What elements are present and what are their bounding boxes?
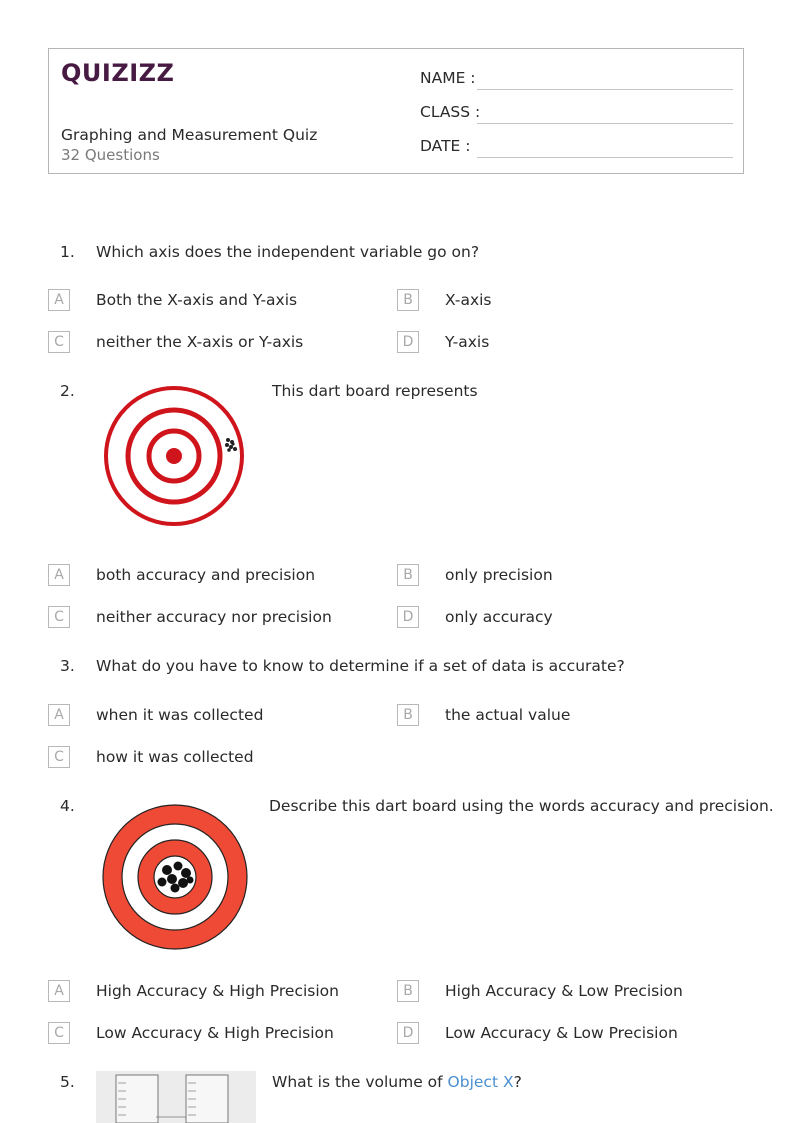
option-letter[interactable]: A [48,704,70,726]
option-letter[interactable]: A [48,980,70,1002]
option-letter[interactable]: B [397,289,419,311]
question-text-end: ? [513,1073,522,1091]
question-text: This dart board represents [272,382,478,400]
option-text[interactable]: Low Accuracy & High Precision [96,1024,334,1042]
option-letter[interactable]: D [397,1022,419,1044]
option-text[interactable]: Y-axis [445,333,490,351]
worksheet-header [48,48,744,174]
dartboard-image-accuracy-precision [100,802,250,952]
class-field[interactable] [477,123,733,124]
option-text[interactable]: only precision [445,566,553,584]
option-text[interactable]: only accuracy [445,608,553,626]
question-text-start: What is the volume of [272,1073,448,1091]
option-text[interactable]: Both the X-axis and Y-axis [96,291,298,309]
option-letter[interactable]: C [48,606,70,628]
question-text: Describe this dart board using the words accuracy and precision. [269,797,774,815]
question-number: 4. [60,797,75,815]
date-field[interactable] [477,157,733,158]
option-letter[interactable]: D [397,606,419,628]
option-text[interactable]: X-axis [445,291,492,309]
graduated-cylinders-image [96,1071,256,1123]
question-number: 1. [60,243,75,261]
date-label: DATE : [420,137,471,155]
name-field[interactable] [477,89,733,90]
option-text[interactable]: the actual value [445,706,571,724]
question-text: Which axis does the independent variable go on? [96,243,480,261]
question-text [272,1073,522,1091]
option-text[interactable]: High Accuracy & High Precision [96,982,339,1000]
option-letter[interactable]: A [48,289,70,311]
object-x-link[interactable]: Object X [447,1073,514,1091]
quizizz-logo: QUIZIZZ [61,59,175,87]
option-text[interactable]: High Accuracy & Low Precision [445,982,683,1000]
quiz-title: Graphing and Measurement Quiz [61,126,318,144]
question-text: What do you have to know to determine if a set of data is accurate? [96,657,625,675]
option-letter[interactable]: C [48,331,70,353]
name-label: NAME : [420,69,476,87]
option-letter[interactable]: B [397,704,419,726]
option-letter[interactable]: B [397,564,419,586]
question-number: 5. [60,1073,75,1091]
option-letter[interactable]: D [397,331,419,353]
option-text[interactable]: how it was collected [96,748,254,766]
option-text[interactable]: neither accuracy nor precision [96,608,332,626]
option-text[interactable]: when it was collected [96,706,264,724]
option-text[interactable]: both accuracy and precision [96,566,316,584]
option-letter[interactable]: B [397,980,419,1002]
class-label: CLASS : [420,103,481,121]
option-text[interactable]: Low Accuracy & Low Precision [445,1024,678,1042]
question-number: 3. [60,657,75,675]
option-text[interactable]: neither the X-axis or Y-axis [96,333,304,351]
question-count: 32 Questions [61,146,160,164]
option-letter[interactable]: C [48,1022,70,1044]
option-letter[interactable]: C [48,746,70,768]
dartboard-image-precision [100,383,248,529]
question-number: 2. [60,382,75,400]
option-letter[interactable]: A [48,564,70,586]
